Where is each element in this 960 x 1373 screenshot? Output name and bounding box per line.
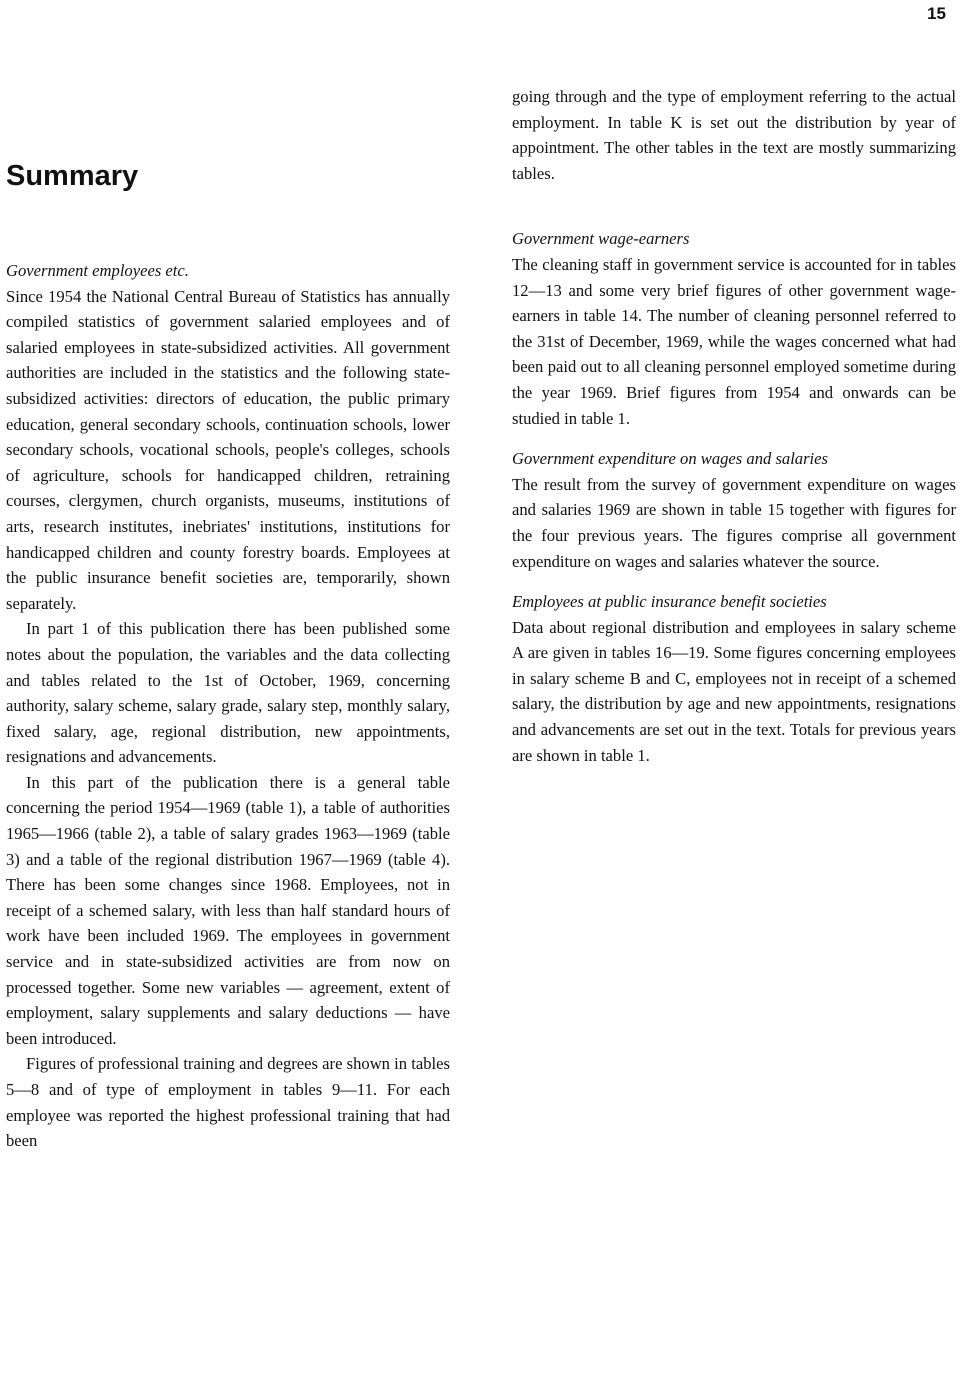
paragraph-statistics-scope: Since 1954 the National Central Bureau of Statistics has annually compiled statistics of government salaried employees and of salaried employees in state-subsidized activities. All government authorities are included in the statistics and the following state-subsidized activities: directors of education, the public primary education, general secondary schools, continuation schools, lower secondary schools, vocational schools, people's colleges, schools of agriculture, schools for handicapped children, retraining courses, clergymen, church organists, museums, institutions of arts, research institutes, inebriates' institutions, institutions for handicapped children and county forestry boards. Employees at the public insurance benefit societies are, temporarily, shown separately.	[6, 286, 450, 613]
left-column	[6, 258, 450, 1154]
paragraph-part-one-notes: In part 1 of this publication there has been published some notes about the population, the variables and the data collecting and tables related to the 1st of October, 1969, concerning authority, salary scheme, salary grade, salary step, monthly salary, fixed salary, age, regional distribution, new appointments, resignations and advancements.	[6, 619, 450, 767]
section-insurance-benefit-societies	[512, 589, 956, 768]
section-heading-government-employees: Government employees etc.	[6, 261, 189, 280]
section-government-wage-earners	[512, 226, 956, 431]
section-text: The result from the survey of government expenditure on wages and salaries 1969 are shown in table 15 together with figures for the four previous years. The figures comprise all government expenditure on wages and salaries whatever the source.	[512, 474, 956, 571]
section-heading: Employees at public insurance benefit societies	[512, 592, 827, 612]
section-heading: Government expenditure on wages and salaries	[512, 449, 828, 469]
page-title: Summary	[6, 160, 139, 192]
section-text: Data about regional distribution and employees in salary scheme A are given in tables 16—19. Some figures concerning employees in salary scheme B and C, employees not in receipt of a schemed salary, the distribution by age and new appointments, resignations and advancements are set out in the text. Totals for previous years are shown in table 1.	[512, 617, 956, 765]
section-heading: Government wage-earners	[512, 229, 690, 249]
right-column	[512, 84, 956, 783]
paragraph-general-tables: In this part of the publication there is a general table concerning the period 1954—1969 (table 1), a table of authorities 1965—1966 (table 2), a table of salary grades 1963—1969 (table 3) and a table of the regional distribution 1967—1969 (table 4). There has been some changes since 1968. Employees, not in receipt of a schemed salary, with less than half standard hours of work have been included 1969. The employees in government service and in state-subsidized activities are from now on processed together. Some new variables — agreement, extent of employment, salary supplements and salary deductions — have been introduced.	[6, 772, 450, 1048]
paragraph-continuation: going through and the type of employment referring to the actual employment. In table K is set out the distribution by year of appointment. The other tables in the text are mostly summarizing tables.	[512, 87, 956, 183]
section-text: The cleaning staff in government service is accounted for in tables 12—13 and some very brief figures of other government wage-earners in table 14. The number of cleaning personnel referred to the 31st of December, 1969, while the wages concerned what had been paid out to all cleaning personnel employed sometime during the year 1969. Brief figures from 1954 and onwards can be studied in table 1.	[512, 254, 956, 428]
continuation-section	[512, 84, 956, 186]
section-government-expenditure	[512, 446, 956, 574]
page-number: 15	[927, 4, 946, 23]
paragraph-professional-training: Figures of professional training and degrees are shown in tables 5—8 and of type of employment in tables 9—11. For each employee was reported the highest professional training that had been	[6, 1054, 450, 1151]
